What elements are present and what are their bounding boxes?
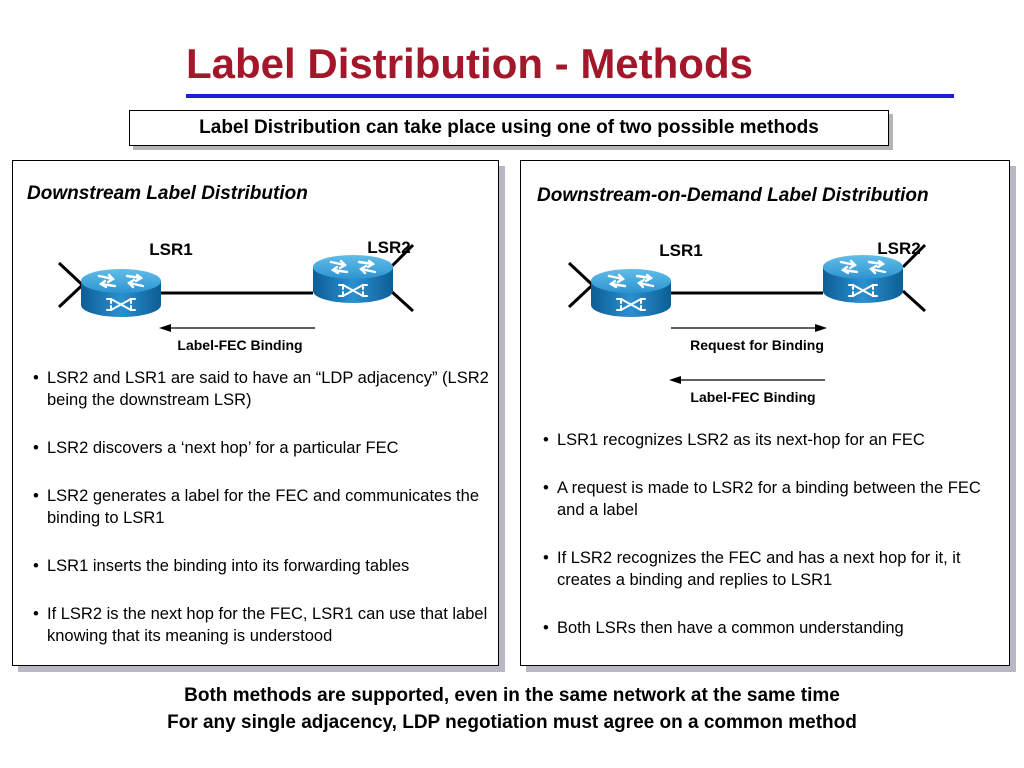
downstream-panel	[12, 160, 499, 666]
subtitle-banner	[129, 110, 889, 146]
downstream-diagram	[13, 161, 500, 361]
panel-box	[520, 160, 1010, 666]
list-item: • LSR2 generates a label for the FEC and communicates the binding to LSR1	[33, 485, 495, 529]
lsr2-label: LSR2	[877, 239, 921, 258]
list-item: • If LSR2 is the next hop for the FEC, LSR1 can use that label knowing that its meaning is understood	[33, 603, 495, 647]
binding-label: Label-FEC Binding	[690, 389, 816, 405]
router-icon	[823, 255, 903, 303]
footer-line-2: For any single adjacency, LDP negotiation must agree on a common method	[167, 712, 857, 733]
binding-label: Label-FEC Binding	[177, 337, 303, 353]
on-demand-diagram	[521, 161, 1011, 411]
router-icon	[81, 269, 161, 317]
lsr2-label: LSR2	[367, 238, 411, 257]
panel-heading: Downstream Label Distribution	[27, 183, 308, 204]
lsr1-label: LSR1	[659, 241, 703, 260]
arrow-head	[159, 324, 171, 332]
subtitle-text: Label Distribution can take place using one of two possible methods	[129, 110, 889, 146]
footer-line-1: Both methods are supported, even in the same network at the same time	[184, 685, 840, 706]
list-item: • A request is made to LSR2 for a binding between the FEC and a label	[543, 477, 1009, 521]
list-item: • LSR1 inserts the binding into its forwarding tables	[33, 555, 495, 577]
list-item: • LSR1 recognizes LSR2 as its next-hop for an FEC	[543, 429, 1009, 451]
page-title: Label Distribution - Methods	[186, 40, 753, 87]
router-icon	[313, 255, 393, 303]
router-icon	[591, 269, 671, 317]
list-item: • LSR2 discovers a ‘next hop’ for a particular FEC	[33, 437, 495, 459]
title-underline	[186, 94, 954, 98]
list-item: • If LSR2 recognizes the FEC and has a next hop for it, it creates a binding and replies to LSR1	[543, 547, 1009, 591]
downstream-bullet-list	[33, 367, 495, 673]
request-label: Request for Binding	[690, 337, 824, 353]
on-demand-panel	[520, 160, 1010, 666]
on-demand-bullet-list	[543, 429, 1009, 665]
lsr1-label: LSR1	[149, 240, 193, 259]
panel-box	[12, 160, 499, 666]
link-line	[391, 291, 413, 311]
list-item: • LSR2 and LSR1 are said to have an “LDP adjacency” (LSR2 being the downstream LSR)	[33, 367, 495, 411]
arrow-head	[815, 324, 827, 332]
list-item: • Both LSRs then have a common understanding	[543, 617, 1009, 639]
arrow-head	[669, 376, 681, 384]
link-line	[903, 291, 925, 311]
panel-heading: Downstream-on-Demand Label Distribution	[537, 185, 929, 206]
